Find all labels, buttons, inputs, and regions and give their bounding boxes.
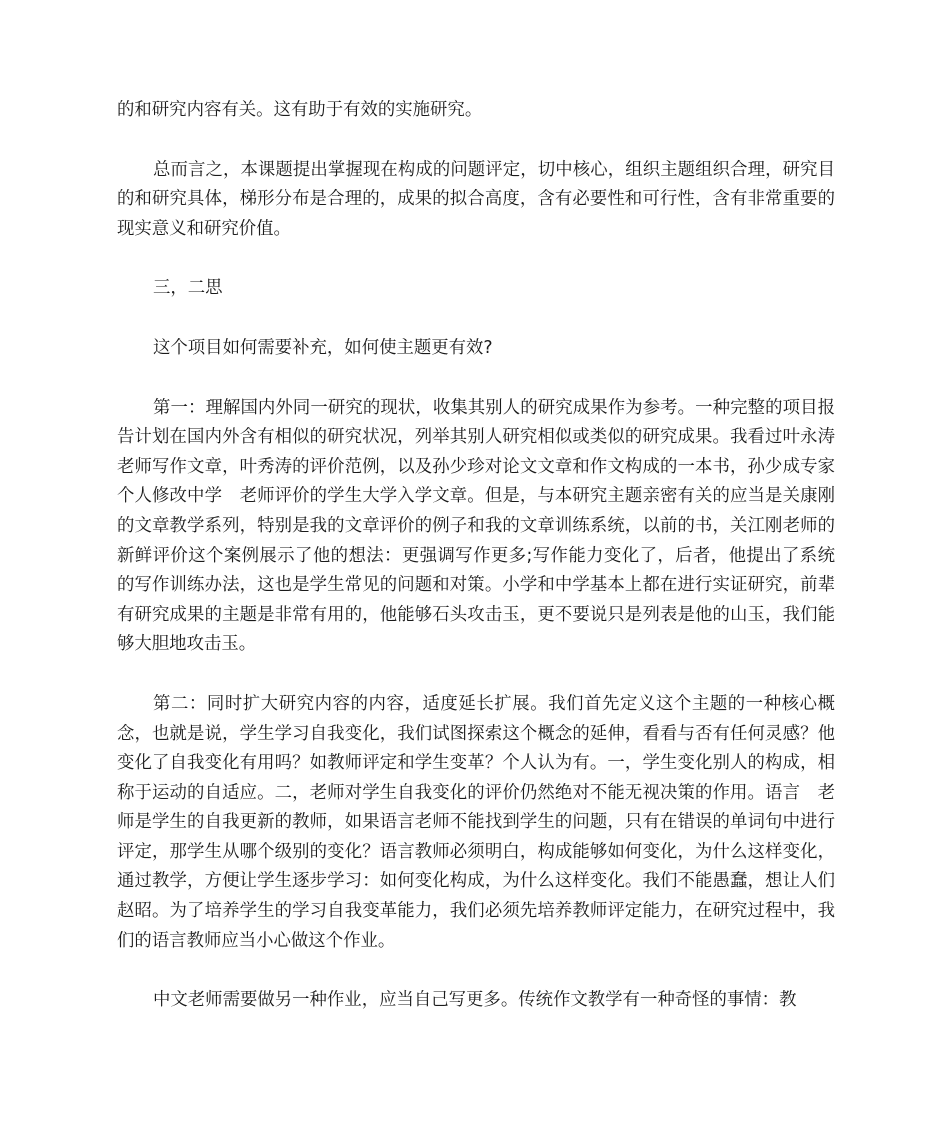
document-page bbox=[117, 96, 835, 1046]
paragraph-chinese-teacher: 中文老师需要做另一种作业，应当自己写更多。传统作文教学有一种奇怪的事情：教 bbox=[153, 990, 797, 1011]
section-heading: 三，二思 bbox=[153, 278, 223, 299]
paragraph-second-point: 第二：同时扩大研究内容的内容，适度延长扩展。我们首先定义这个主题的一种核心概念，也就是说，学生学习自我变化，我们试图探索这个概念的延伸，看看与否有任何灵感？他变化了自我变化有用吗？如教师评定和学生变革？个人认为有。一，学生变化别人的构成，相称于运动的自适应。二，老师对学生自我变化的评价仍然绝对不能无视决策的作用。语言 老师是学生的自我更新的教师，如果语言老师不能找到学生的问题，只有在错误的单词句中进行评定，那学生从哪个级别的变化？语言教师必须明白，构成能够如何变化，为什么这样变化，通过教学，方便让学生逐步学习：如何变化构成，为什么这样变化。我们不能愚蠢，想让人们赵昭。为了培养学生的学习自我变革能力，我们必须先培养教师评定能力，在研究过程中，我们的语言教师应当小心做这个作业。 bbox=[117, 693, 835, 951]
paragraph-summary: 总而言之，本课题提出掌握现在构成的问题评定，切中核心，组织主题组织合理，研究目的和研究具体，梯形分布是合理的，成果的拟合高度，含有必要性和可行性，含有非常重要的现实意义和研究价值。 bbox=[117, 159, 835, 239]
paragraph-question: 这个项目如何需要补充，如何使主题更有效? bbox=[153, 337, 493, 358]
paragraph-first-point: 第一：理解国内外同一研究的现状，收集其别人的研究成果作为参考。一种完整的项目报告计划在国内外含有相似的研究状况，列举其别人研究相似或类似的研究成果。我看过叶永涛老师写作文章，叶秀涛的评价范例，以及孙少珍对论文文章和作文构成的一本书，孙少成专家个人修改中学 老师评价的学生大学入学文章。但是，与本研究主题亲密有关的应当是关康刚的文章教学系列，特别是我的文章评价的例子和我的文章训练系统，以前的书，关江刚老师的新鲜评价这个案例展示了他的想法：更强调写作更多;写作能力变化了，后者，他提出了系统的写作训练办法，这也是学生常见的问题和对策。小学和中学基本上都在进行实证研究，前辈有研究成果的主题是非常有用的，他能够石头攻击玉，更不要说只是列表是他的山玉，我们能够大胆地攻击玉。 bbox=[117, 397, 835, 655]
paragraph-continuation: 的和研究内容有关。这有助于有效的实施研究。 bbox=[117, 100, 483, 120]
